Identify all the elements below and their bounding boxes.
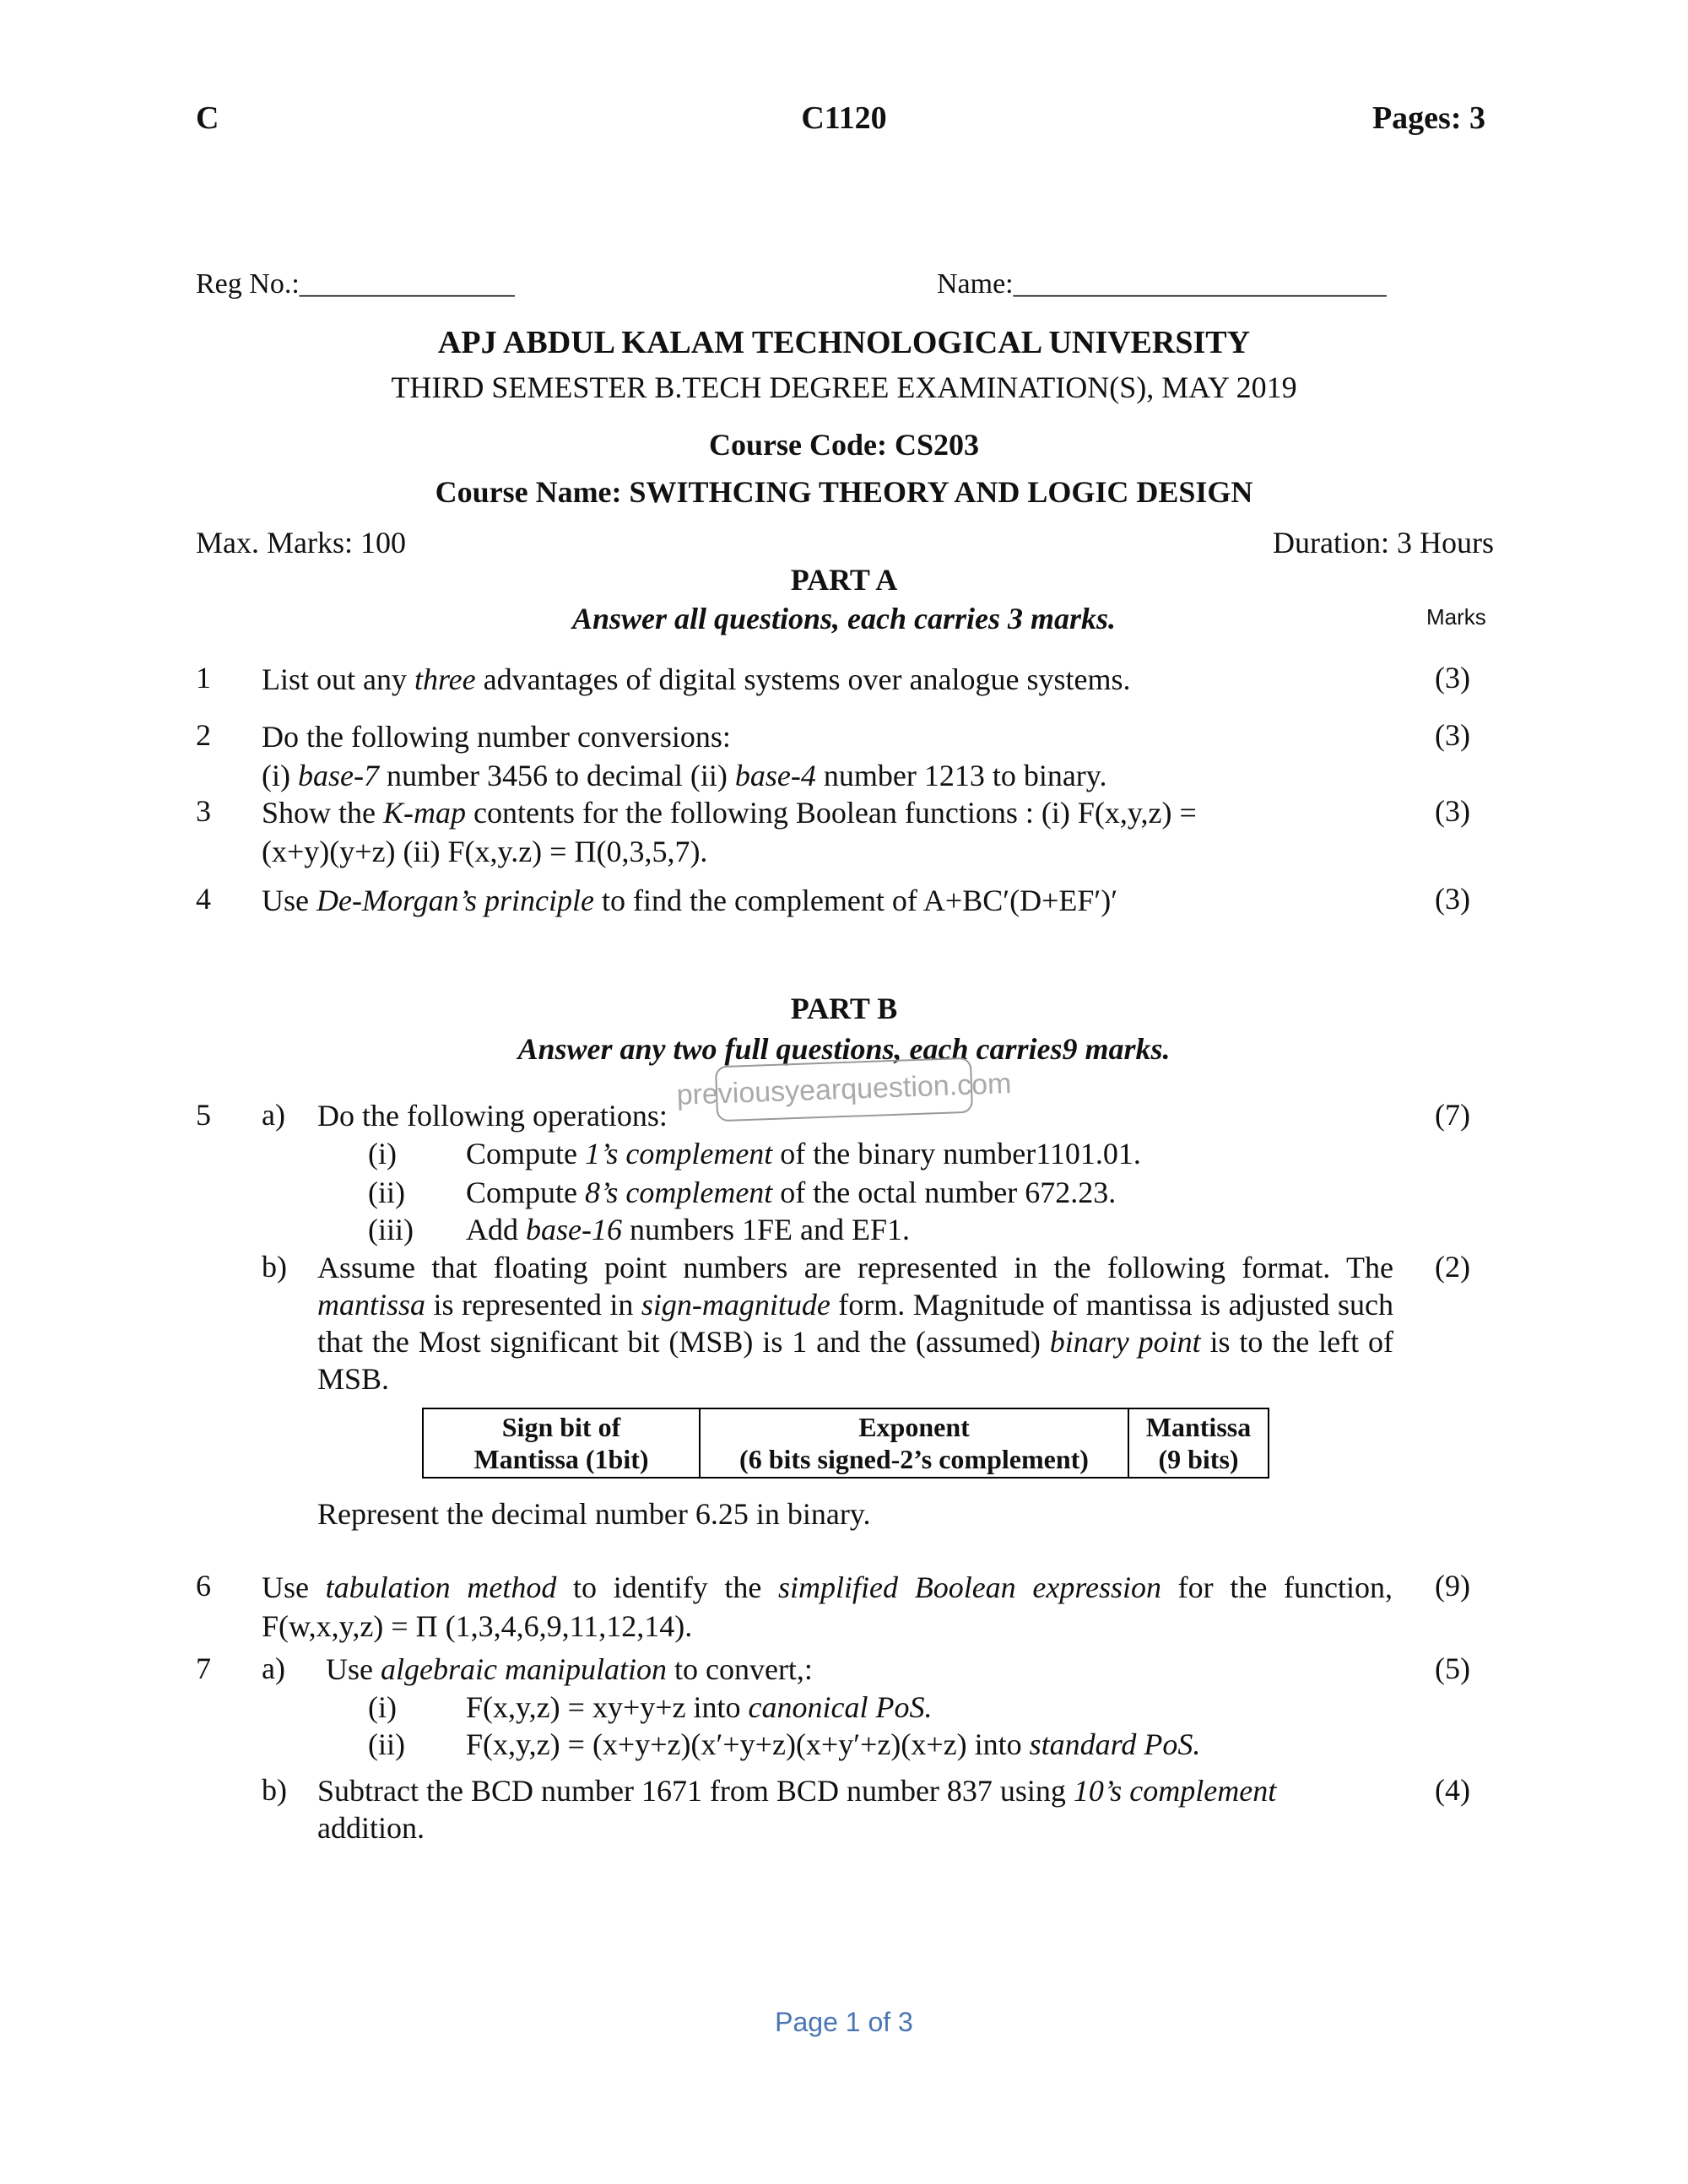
format-cell-exponent: Exponent (6 bits signed-2’s complement) bbox=[700, 1408, 1128, 1478]
duration: Duration: 3 Hours bbox=[1273, 526, 1494, 560]
part-a-instruction: Answer all questions, each carries 3 marks. bbox=[571, 602, 1117, 635]
q5a-i-label: (i) bbox=[368, 1137, 397, 1170]
q7a-label: a) bbox=[262, 1652, 285, 1685]
university-name: APJ ABDUL KALAM TECHNOLOGICAL UNIVERSITY bbox=[437, 325, 1251, 360]
q1-number: 1 bbox=[196, 661, 211, 695]
part-b-instruction: Answer any two full questions, each carries9 marks. bbox=[517, 1032, 1171, 1066]
q5b-text: Assume that floating point numbers are represented in the following format. The mantissa is represented in sign-magnitude form. Magnitude of mantissa is adjusted such that the Most significant bit (MSB) is 1 and the (assumed) binary point is to the left of MSB. bbox=[317, 1251, 1393, 1396]
q7-number: 7 bbox=[196, 1652, 211, 1685]
q5a-marks: (7) bbox=[1435, 1098, 1470, 1132]
q3-text: Show the K-map contents for the following Boolean functions : (i) F(x,y,z) = (x+y)(y+z) (ii) F(x,y.z) = Π(0,3,5,7). bbox=[262, 796, 1197, 868]
q7a-i-label: (i) bbox=[368, 1690, 397, 1724]
part-b-heading: PART B bbox=[790, 992, 898, 1025]
q5a-label: a) bbox=[262, 1098, 285, 1132]
q6-number: 6 bbox=[196, 1569, 211, 1603]
page-footer: Page 1 of 3 bbox=[775, 2007, 913, 2037]
q2-marks: (3) bbox=[1435, 718, 1470, 752]
q5b-label: b) bbox=[262, 1250, 287, 1284]
q5a-iii-label: (iii) bbox=[368, 1213, 414, 1246]
q7b-label: b) bbox=[262, 1773, 287, 1807]
format-cell-mantissa: Mantissa (9 bits) bbox=[1128, 1408, 1269, 1478]
q5a-ii-label: (ii) bbox=[368, 1176, 405, 1209]
part-a-heading: PART A bbox=[790, 563, 898, 597]
q2-text: Do the following number conversions: (i) base-7 number 3456 to decimal (ii) base-4 number 1213 to binary. bbox=[262, 720, 1107, 792]
q5-number: 5 bbox=[196, 1098, 211, 1132]
q2-number: 2 bbox=[196, 718, 211, 752]
q5a-ii-text: Compute 8’s complement of the octal number 672.23. bbox=[466, 1176, 1117, 1209]
page-count: Pages: 3 bbox=[1372, 100, 1485, 136]
q1-text: List out any three advantages of digital systems over analogue systems. bbox=[262, 662, 1131, 696]
q7a-marks: (5) bbox=[1435, 1652, 1470, 1685]
q1-marks: (3) bbox=[1435, 661, 1470, 695]
max-marks: Max. Marks: 100 bbox=[196, 526, 406, 560]
q4-text: Use De-Morgan’s principle to find the complement of A+BC′(D+EF′)′ bbox=[262, 884, 1118, 917]
q7a-ii-text: F(x,y,z) = (x+y+z)(x′+y+z)(x+y′+z)(x+z) into standard PoS. bbox=[466, 1727, 1201, 1761]
q5a-iii-text: Add base-16 numbers 1FE and EF1. bbox=[466, 1213, 910, 1246]
q7a-text: Use algebraic manipulation to convert,: bbox=[326, 1652, 813, 1686]
q6-text: Use tabulation method to identify the simplified Boolean expression for the function, F(w,x,y,z) = Π (1,3,4,6,9,11,12,14). bbox=[262, 1570, 1393, 1643]
q5b-represent-text: Represent the decimal number 6.25 in binary. bbox=[317, 1497, 871, 1531]
course-name: Course Name: SWITHCING THEORY AND LOGIC DESIGN bbox=[435, 475, 1253, 509]
name-label: Name:__________________________ bbox=[937, 268, 1387, 300]
q5b-marks: (2) bbox=[1435, 1250, 1470, 1284]
q4-marks: (3) bbox=[1435, 882, 1470, 916]
q7b-marks: (4) bbox=[1435, 1773, 1470, 1807]
paper-code-letter: C bbox=[196, 100, 219, 136]
float-format-table bbox=[422, 1408, 1269, 1479]
q7a-ii-label: (ii) bbox=[368, 1727, 405, 1761]
q6-marks: (9) bbox=[1435, 1569, 1470, 1603]
format-cell-sign: Sign bit of Mantissa (1bit) bbox=[423, 1408, 700, 1478]
q7b-text: Subtract the BCD number 1671 from BCD number 837 using 10’s complement addition. bbox=[317, 1774, 1277, 1845]
q4-number: 4 bbox=[196, 882, 211, 916]
q5a-i-text: Compute 1’s complement of the binary number1101.01. bbox=[466, 1137, 1141, 1170]
marks-column-label: Marks bbox=[1426, 604, 1486, 630]
q3-number: 3 bbox=[196, 794, 211, 828]
reg-no-label: Reg No.:_______________ bbox=[196, 268, 515, 300]
paper-code: C1120 bbox=[801, 100, 887, 136]
q7a-i-text: F(x,y,z) = xy+y+z into canonical PoS. bbox=[466, 1690, 933, 1724]
course-code: Course Code: CS203 bbox=[709, 428, 979, 462]
watermark-stamp: previousyearquestion.com bbox=[715, 1057, 973, 1122]
exam-name: THIRD SEMESTER B.TECH DEGREE EXAMINATION(S), MAY 2019 bbox=[391, 370, 1297, 404]
q5a-text: Do the following operations: bbox=[317, 1099, 668, 1133]
q3-marks: (3) bbox=[1435, 794, 1470, 828]
